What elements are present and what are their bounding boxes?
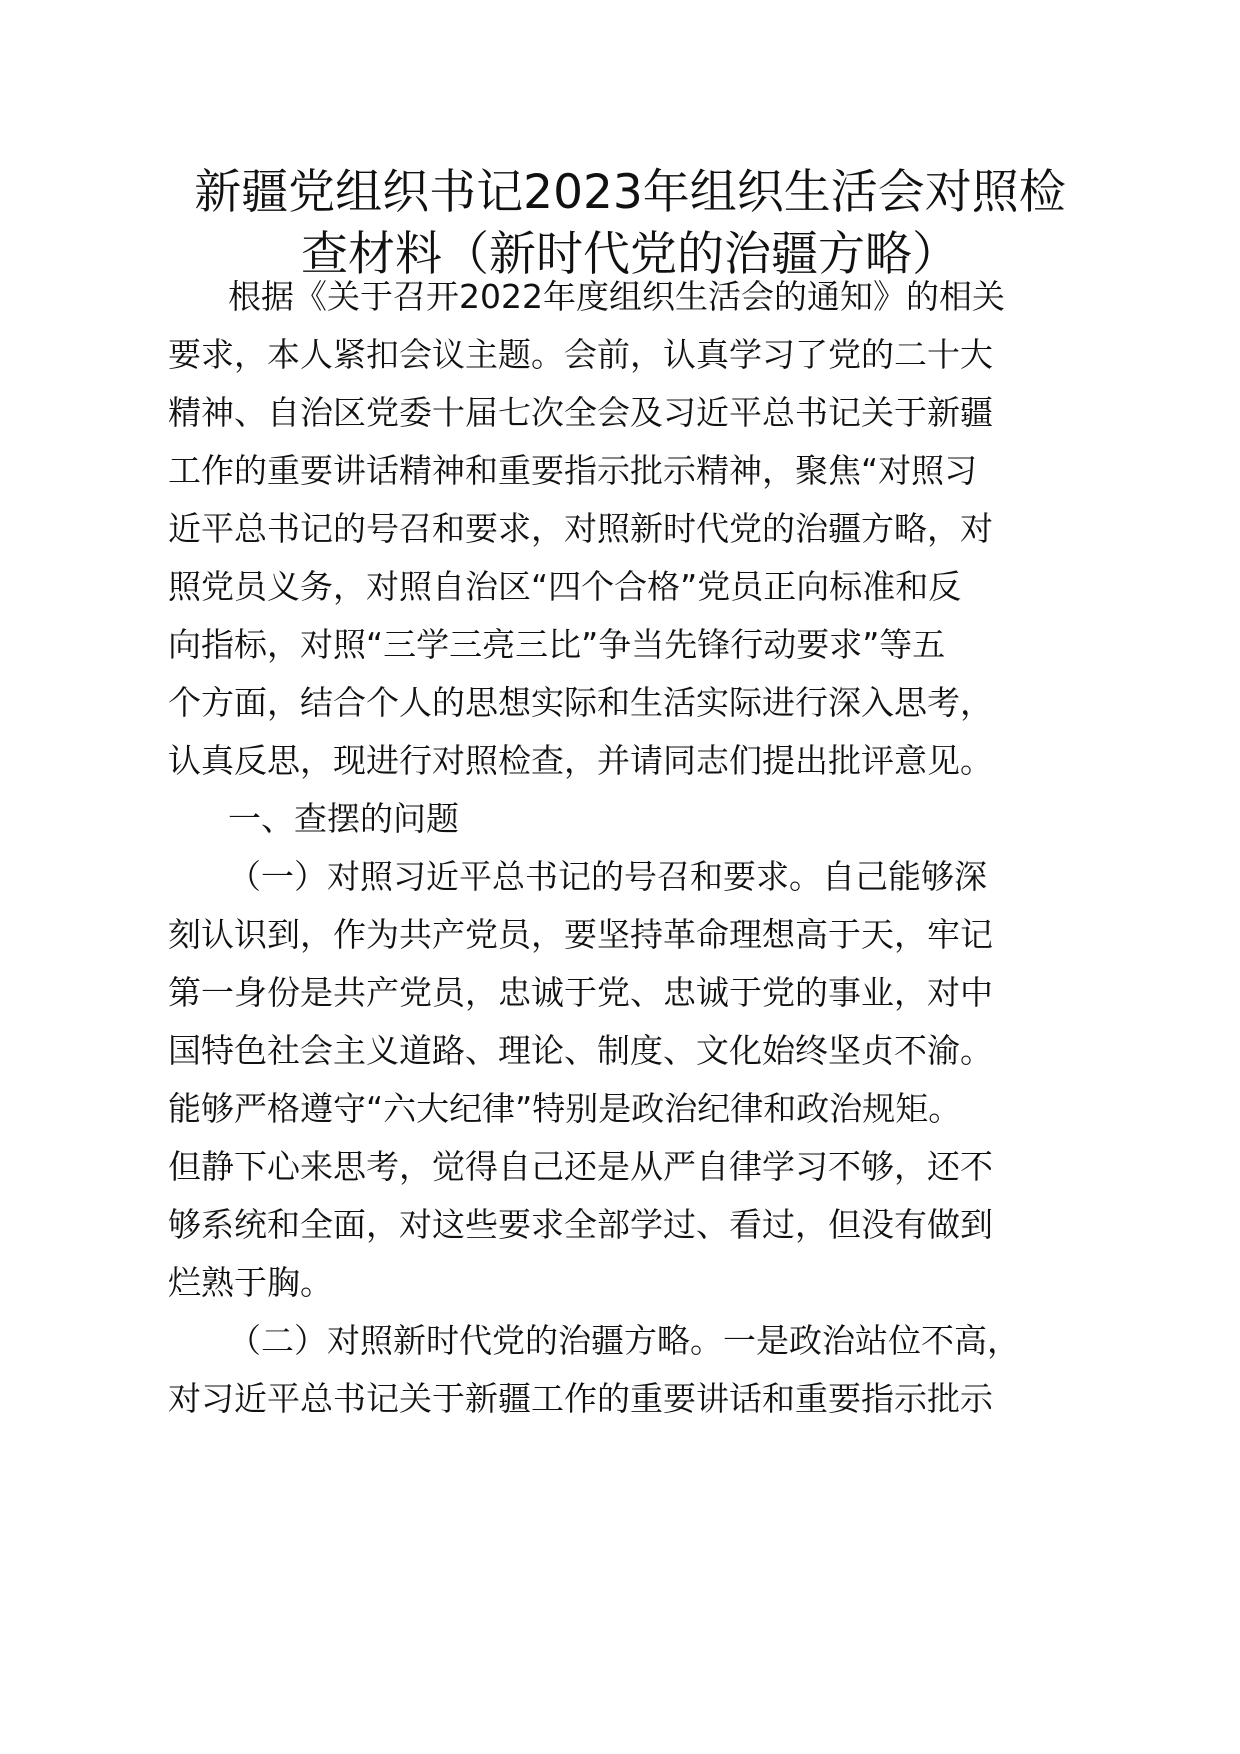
body-line-19: （二）对照新时代党的治疆方略。一是政治站位不高， <box>228 1321 1020 1360</box>
body-line-12: 刻认识到，作为共产党员，要坚持革命理想高于天，牢记 <box>168 915 993 954</box>
body-line-7: 向指标，对照“三学三亮三比”争当先锋行动要求”等五 <box>168 625 946 664</box>
body-line-8: 个方面，结合个人的思想实际和生活实际进行深入思考， <box>168 683 993 722</box>
body-line-13: 第一身份是共产党员，忠诚于党、忠诚于党的事业，对中 <box>168 973 993 1012</box>
body-line-18: 烂熟于胸。 <box>168 1263 333 1302</box>
body-line-16: 但静下心来思考，觉得自己还是从严自律学习不够，还不 <box>168 1147 993 1186</box>
body-line-6: 照党员义务，对照自治区“四个合格”党员正向标准和反 <box>168 567 962 606</box>
body-line-1: 根据《关于召开2022年度组织生活会的通知》的相关 <box>228 277 1005 316</box>
title-line-1: 新疆党组织书记2023年组织生活会对照检 <box>194 165 1066 220</box>
section-heading-1: 一、查摆的问题 <box>228 799 459 838</box>
body-line-2: 要求，本人紧扣会议主题。会前，认真学习了党的二十大 <box>168 335 993 374</box>
title-line-2: 查材料（新时代党的治疆方略） <box>301 227 959 282</box>
body-line-3: 精神、自治区党委十届七次全会及习近平总书记关于新疆 <box>168 393 993 432</box>
body-line-20: 对习近平总书记关于新疆工作的重要讲话和重要指示批示 <box>168 1379 993 1418</box>
body-line-4: 工作的重要讲话精神和重要指示批示精神，聚焦“对照习 <box>168 451 978 490</box>
body-line-15: 能够严格遵守“六大纪律”特别是政治纪律和政治规矩。 <box>168 1089 962 1128</box>
body-line-9: 认真反思，现进行对照检查，并请同志们提出批评意见。 <box>168 741 993 780</box>
document-title <box>150 162 1110 286</box>
body-line-11: （一）对照习近平总书记的号召和要求。自己能够深 <box>228 857 987 896</box>
body-line-14: 国特色社会主义道路、理论、制度、文化始终坚贞不渝。 <box>168 1031 993 1070</box>
body-line-5: 近平总书记的号召和要求，对照新时代党的治疆方略，对 <box>168 509 993 548</box>
body-line-17: 够系统和全面，对这些要求全部学过、看过，但没有做到 <box>168 1205 993 1244</box>
